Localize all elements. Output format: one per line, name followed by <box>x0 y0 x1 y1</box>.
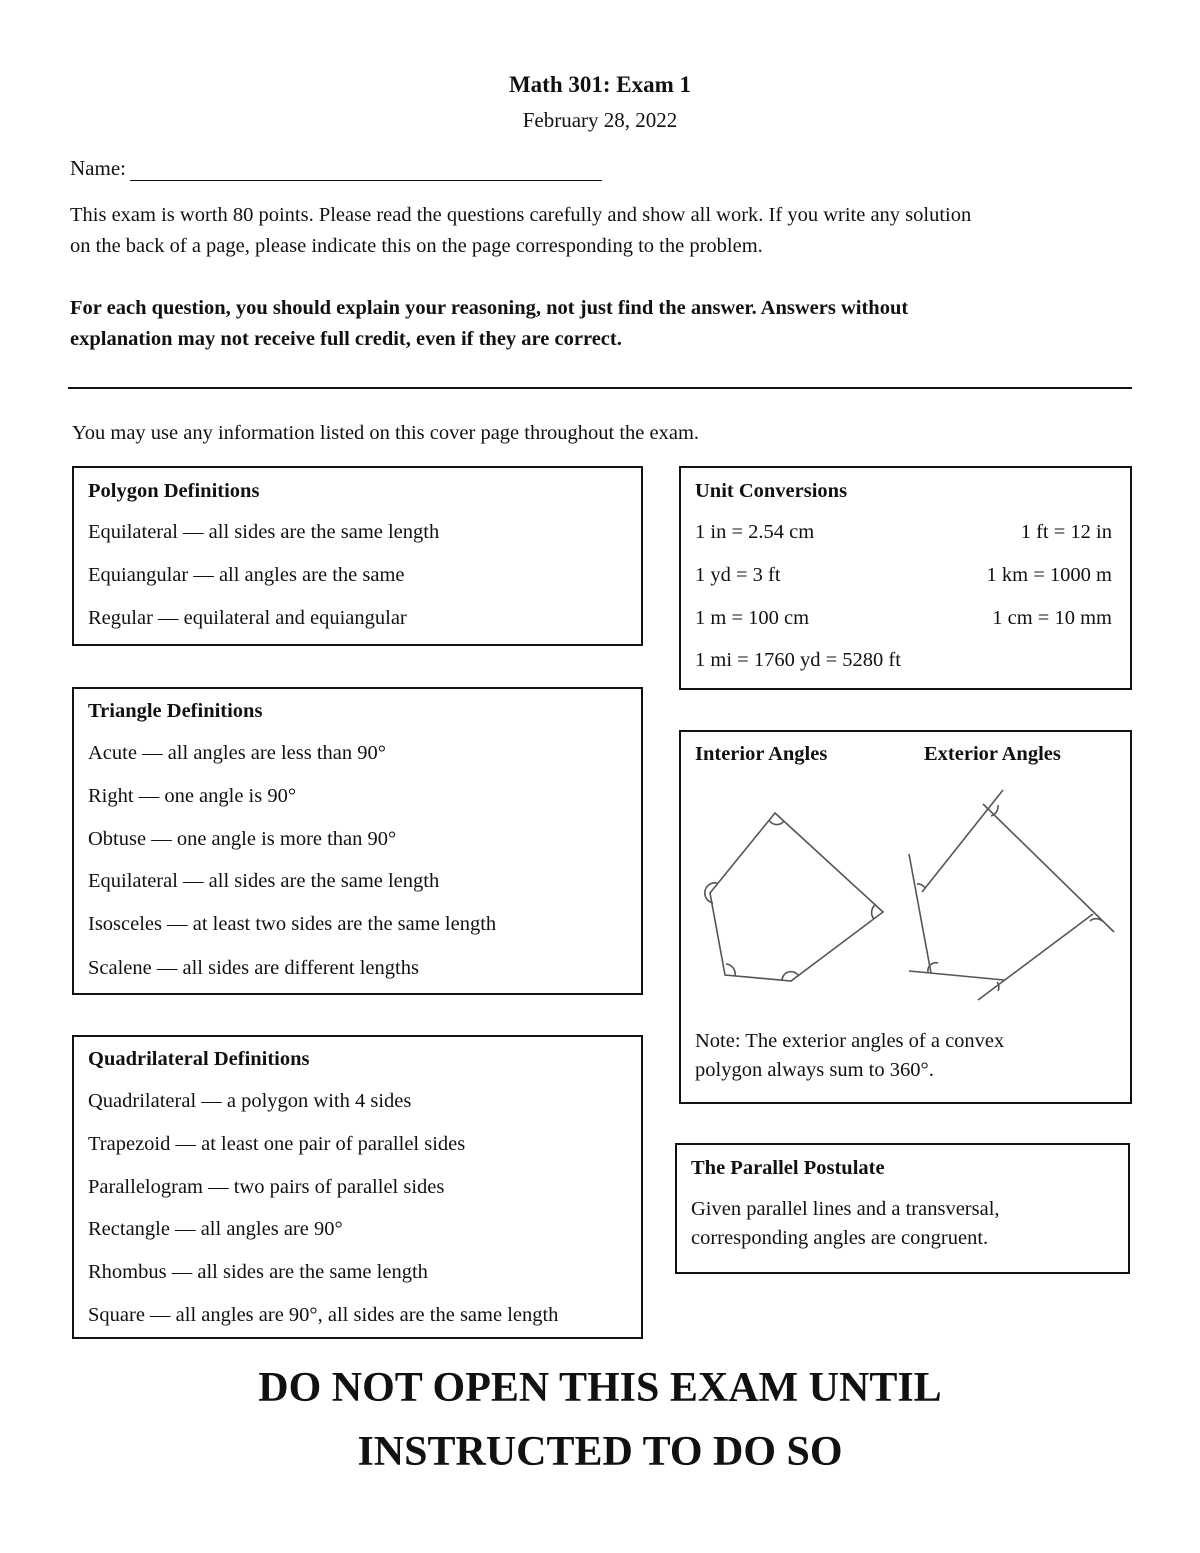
intro-line: This exam is worth 80 points. Please read the questions carefully and show all work. If you write any solution <box>70 204 972 226</box>
conversion: 1 km = 1000 m <box>986 564 1112 586</box>
definition-item: Acute — all angles are less than 90° <box>88 742 386 764</box>
definition-item: Quadrilateral — a polygon with 4 sides <box>88 1090 412 1112</box>
box-title: Unit Conversions <box>695 480 848 502</box>
parallel-postulate-box <box>675 1143 1130 1274</box>
polygon-definitions-box <box>72 466 643 646</box>
definition-item: Isosceles — at least two sides are the same length <box>88 913 497 935</box>
definition-item: Square — all angles are 90°, all sides are the same length <box>88 1304 559 1326</box>
exam-title: Math 301: Exam 1 <box>508 72 692 97</box>
box-title: The Parallel Postulate <box>691 1157 885 1179</box>
interior-pentagon <box>705 813 883 981</box>
quadrilateral-definitions-box <box>72 1035 643 1339</box>
definition-item: Regular — equilateral and equiangular <box>88 607 407 629</box>
box-title: Triangle Definitions <box>88 700 263 722</box>
exam-date: February 28, 2022 <box>522 108 678 132</box>
name-row <box>70 156 602 181</box>
definition-item: Scalene — all sides are different lengths <box>88 957 419 979</box>
warning-line: For each question, you should explain your reasoning, not just find the answer. Answers without <box>70 297 909 319</box>
definition-item: Rhombus — all sides are the same length <box>88 1261 428 1283</box>
do-not-open-line2: INSTRUCTED TO DO SO <box>357 1429 843 1475</box>
exterior-pentagon <box>909 790 1114 1000</box>
angles-box <box>679 730 1132 1104</box>
postulate-line: Given parallel lines and a transversal, <box>691 1198 1000 1220</box>
conversion: 1 in = 2.54 cm <box>695 521 815 543</box>
definition-item: Obtuse — one angle is more than 90° <box>88 828 397 850</box>
unit-conversions-box <box>679 466 1132 690</box>
triangle-definitions-box <box>72 687 643 995</box>
definition-item: Rectangle — all angles are 90° <box>88 1218 343 1240</box>
note-line: Note: The exterior angles of a convex <box>695 1030 1005 1052</box>
box-title: Polygon Definitions <box>88 480 260 502</box>
exterior-angles-title: Exterior Angles <box>924 743 1061 765</box>
conversion: 1 mi = 1760 yd = 5280 ft <box>695 649 901 671</box>
conversion: 1 yd = 3 ft <box>695 564 781 586</box>
postulate-line: corresponding angles are congruent. <box>691 1227 989 1249</box>
do-not-open-line1: DO NOT OPEN THIS EXAM UNTIL <box>258 1365 942 1411</box>
note-line: polygon always sum to 360°. <box>695 1059 934 1081</box>
divider <box>68 387 1132 389</box>
box-title: Quadrilateral Definitions <box>88 1048 310 1070</box>
definition-item: Equilateral — all sides are the same length <box>88 521 440 543</box>
conversion: 1 ft = 12 in <box>1020 521 1112 543</box>
definition-item: Trapezoid — at least one pair of parallel sides <box>88 1133 466 1155</box>
definition-item: Equilateral — all sides are the same length <box>88 870 440 892</box>
definition-item: Equiangular — all angles are the same <box>88 564 405 586</box>
interior-angles-title: Interior Angles <box>695 743 828 765</box>
definition-item: Parallelogram — two pairs of parallel sides <box>88 1176 445 1198</box>
intro-line: on the back of a page, please indicate this on the page corresponding to the problem. <box>70 235 763 257</box>
conversion: 1 cm = 10 mm <box>992 607 1112 629</box>
intro-paragraph <box>70 200 1140 262</box>
name-field[interactable] <box>130 156 602 181</box>
name-label: Name: <box>70 156 126 180</box>
cover-note: You may use any information listed on this cover page throughout the exam. <box>72 422 700 444</box>
conversion: 1 m = 100 cm <box>695 607 810 629</box>
warning-line: explanation may not receive full credit, even if they are correct. <box>70 328 622 350</box>
explanation-warning <box>70 293 1130 355</box>
definition-item: Right — one angle is 90° <box>88 785 297 807</box>
